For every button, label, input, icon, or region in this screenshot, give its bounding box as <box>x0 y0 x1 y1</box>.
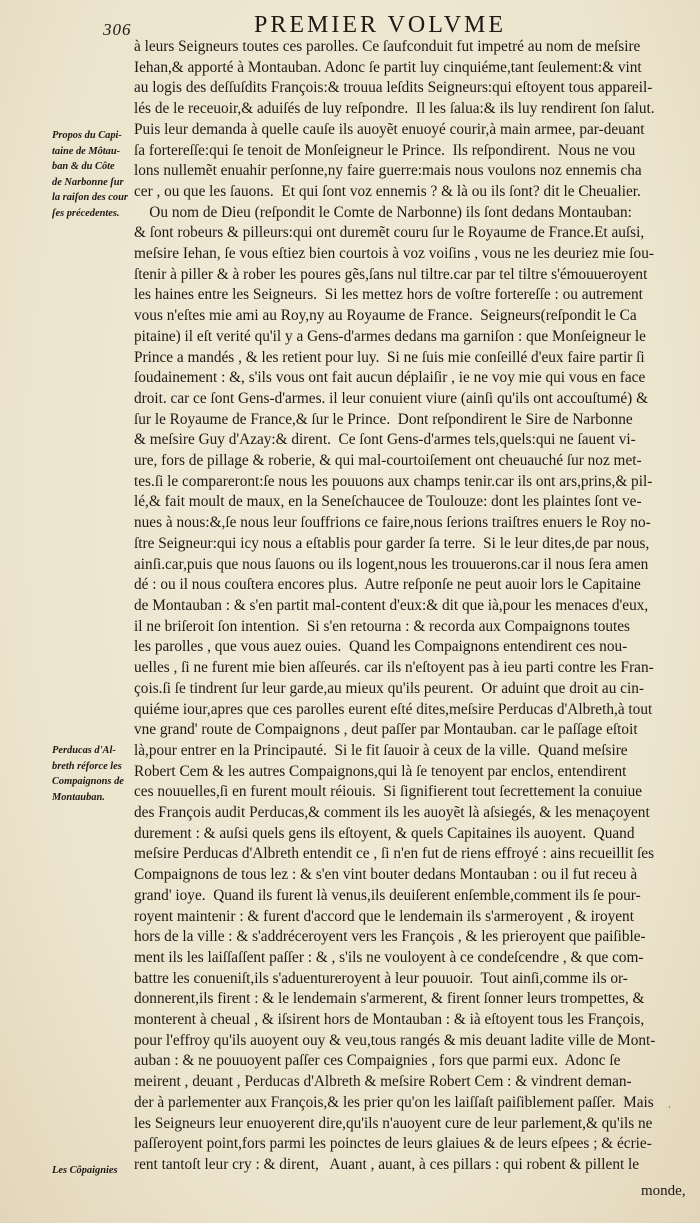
page-header <box>0 8 700 40</box>
catchword: monde, <box>641 1183 686 1199</box>
paper-speck: ʻ <box>668 1104 671 1114</box>
marginal-note-perducas: Perducas d'Al- breth réforce les Compaignons de Montauban. <box>52 745 124 803</box>
marginal-note-captain-speech: Propos du Capi- taine de Môtau- ban & du Côte de Narbonne ſur la raiſon des cour ſes précedentes. <box>52 130 128 219</box>
marginal-note-companies: Les Côpaignies <box>52 1165 118 1176</box>
main-text-block: à leurs Seigneurs toutes ces parolles. Ce ſaufconduit fut impetré au nom de meſsire Iehan,& apporté à Montauban. Adonc ſe partit luy cinquiéme,tant ſeulement:& vint au logis des deſſuſdits François:& trouua leſdits Seigneurs:qui eſtoyent tous appareil- lés de le receuoir,& aduiſés de luy reſpondre. Il les ſalua:& ils luy rendirent ſon ſalut. Puis leur demanda à quelle cauſe ils auoyẽt enuoyé courir,à main armee, par-deuant ſa fortereſſe:qui ſe tenoit de Monſeigneur le Prince. Ils reſpondirent. Nous ne vou lons nullemẽt enuahir perſonne,ny faire guerre:mais nous voulons noz ennemis cha cer , ou que les ſauons. Et qui ſont voz ennemis ? & là ou ils ſont? dit le Cheualier. Ou nom de Dieu (reſpondit le Comte de Narbonne) ils ſont dedans Montauban: & ſont robeurs & pilleurs:qui ont duremẽt couru ſur le Royaume de France.Et auſsi, meſsire Iehan, ſe vous eſtiez bien courtois à voz voiſins , vous ne les deuriez mie ſou- ſtenir à piller & à rober les poures gẽs,ſans nul tiltre.car par tel tiltre s'émouueroyent les haines entre les Seigneurs. Si les mettez hors de voſtre fortereſſe : ou autrement vous n'eſtes mie ami au Roy,ny au Royaume de France. Seigneurs(reſpondit le Ca pitaine) il eſt verité qu'il y a Gens-d'armes dedans ma garniſon : que Monſeigneur le Prince a mandés , & les retient pour luy. Si ne ſuis mie conſeillé d'eux faire partir ſi ſoudainement : &, s'ils vous ont fait aucun déplaiſir , ie ne voy mie qui vous en face droit. car ce ſont Gens-d'armes. il leur conuient viure (ainſi qu'ils ont accouſtumé) & ſur le Royaume de France,& ſur le Prince. Dont reſpondirent le Sire de Narbonne & meſsire Guy d'Azay:& dirent. Ce ſont Gens-d'armes tels,quels:qui ne ſauent vi- ure, fors de pillage & roberie, & qui mal-courtoiſement ont cheuauché ſur noz met- tes.ſi le compareront:ſe nous les pouuons aux champs tenir.car ils ont ars,prins,& pil- lé,& fait moult de maux, en la Seneſchaucee de Toulouze: dont les plaintes ſont ve- nues à nous:&,ſe nous leur ſouffrions ce faire,nous ſerions traiſtres enuers le Roy no- ſtre Seigneur:qui icy nous a eſtablis pour garder ſa terre. Si le leur dites,de par nous, ainſi.car,puis que nous ſauons ou ils logent,nous les trouuerons.car il nous ſera amen dé : ou il nous couſtera encores plus. Autre reſponſe ne peut auoir lors le Capitaine de Montauban : & s'en partit mal-content d'eux:& dit que ià,pour les menaces d'eux, il ne briſeroit ſon intention. Si s'en retourna : & recorda aux Compaignons toutes les parolles , que vous auez ouies. Quand les Compaignons entendirent ces nou- uelles , ſi ne furent mie bien aſſeurés. car ils n'eſtoyent pas à ieu parti contre les Fran- çois.ſi ſe tindrent ſur leur garde,au mieux qu'ils peurent. Or aduint que droit au cin- quiéme iour,apres que ces parolles eurent eſté dites,meſsire Perducas d'Albreth,à tout vne grand' route de Compaignons , deut paſſer par Montauban. car le paſſage eſtoit là,pour entrer en la Principauté. Si le fit ſauoir à ceux de la ville. Quand meſsire Robert Cem & les autres Compaignons,qui là ſe tenoyent par enclos, entendirent ces nouuelles,ſi en furent moult réiouis. Si ſignifierent tout ſecrettement la conuiue des François audit Perducas,& comment ils les auoyẽt là aſsiegés, & les menaçoyent durement : & auſsi quels gens ils eſtoyent, & quels Capitaines ils auoyent. Quand meſsire Perducas d'Albreth entendit ce , ſi n'en fut de riens effroyé : ains recueillit ſes Compaignons de tous lez : & s'en vint bouter dedans Montauban : ou il fut receu à grand' ioye. Quand ils furent là venus,ils deuiſerent enſemble,comment ils ſe pour- royent maintenir : & furent d'accord que le lendemain ils s'armeroyent , & iroyent hors de la ville : & s'addréceroyent vers les François , & les prieroyent que paiſible- ment ils les laiſſaſſent paſſer : & , s'ils ne vouloyent à ce condeſcendre , & que com- battre les conueniſt,ils s'aduentureroyent à leur pouuoir. Tout ainſi,comme ils or- donnerent,ils firent : & le lendemain s'armerent, & firent ſonner leurs trompettes, & monterent à cheual , & iſsirent hors de Montauban : & ià eſtoyent tous les François, pour l'effroy qu'ils auoyent ouy & veu,tous rangés & mis deuant ladite ville de Mont- auban : & ne pouuoyent paſſer ces Compaignies , fors que parmi eux. Adonc ſe meirent , deuant , Perducas d'Albreth & meſsire Robert Cem : & vindrent deman- der à parlementer aux François,& les prier qu'on les laiſſaſt paiſiblement paſſer. Mais les Seigneurs leur enuoyerent dire,qu'ils n'auoyent cure de leur parlement,& qu'ils ne paſſeroyent point,fors parmi les poinctes de leurs glaiues & de leurs eſpees ; & écrie- rent tantoſt leur cry : & dirent, Auant , auant, à ces pillars : qui robent & pillent le <box>134 38 656 1173</box>
running-title: PREMIER VOLVME <box>254 12 507 38</box>
page-number: 306 <box>103 20 132 39</box>
